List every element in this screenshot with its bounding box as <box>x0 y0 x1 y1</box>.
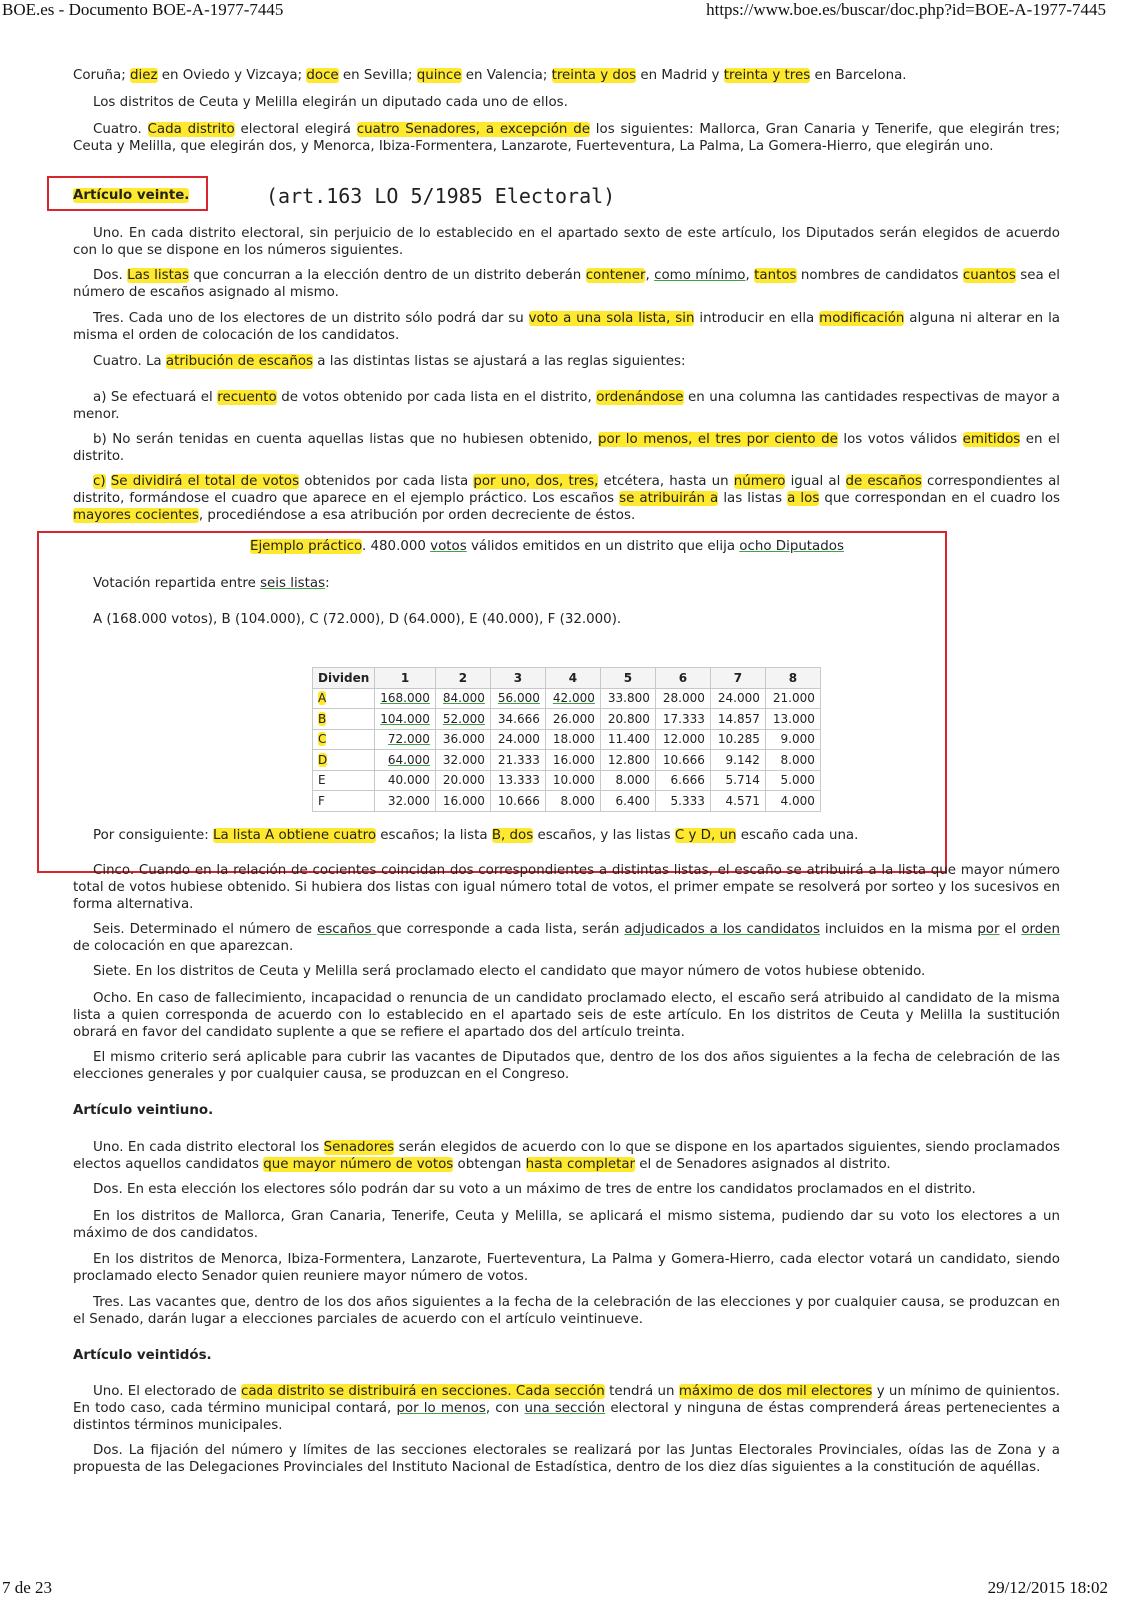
table-row <box>313 729 821 750</box>
art20-cuatro <box>73 353 1060 370</box>
table-cell: 40.000 <box>375 770 436 791</box>
table-cell: 5.000 <box>765 770 820 791</box>
highlighted-text: c) <box>93 474 106 489</box>
text-run: Uno. El electorado de <box>93 1384 241 1399</box>
underlined-text: votos <box>430 539 467 554</box>
table-cell: 34.666 <box>490 709 545 730</box>
print-footer-datetime: 29/12/2015 18:02 <box>987 1578 1108 1597</box>
art20-rule-b <box>73 431 1060 465</box>
highlighted-text: contener <box>585 268 646 283</box>
art20-siete: Siete. En los distritos de Ceuta y Melilla será proclamado electo el candidato que mayor número de votos hubiese obtenido. <box>93 964 926 979</box>
table-cell: 8.000 <box>600 770 655 791</box>
table-header-dividen: Dividen <box>313 668 375 689</box>
table-row <box>313 770 821 791</box>
table-header-divisor: 6 <box>655 668 710 689</box>
text-run: , con <box>485 1401 525 1416</box>
highlighted-text: emitidos <box>962 432 1021 447</box>
art20-seis <box>73 921 1060 955</box>
text-run: en Valencia; <box>461 68 552 83</box>
highlighted-text: diez <box>130 68 158 83</box>
dhondt-table <box>312 667 821 812</box>
highlighted-text: número <box>733 474 786 489</box>
article-21-title: Artículo veintiuno. <box>73 1103 214 1118</box>
table-cell: 11.400 <box>600 729 655 750</box>
table-cell: 104.000 <box>375 709 436 730</box>
art20-tres <box>73 310 1060 344</box>
table-cell: 10.666 <box>490 791 545 812</box>
table-cell: 84.000 <box>435 688 490 709</box>
table-header-divisor: 2 <box>435 668 490 689</box>
table-header-divisor: 5 <box>600 668 655 689</box>
highlighted-text: Ejemplo práctico <box>250 539 362 554</box>
text-run: , procediéndose a esa atribución por orden decreciente de éstos. <box>198 508 636 523</box>
text-run: obtengan <box>453 1157 526 1172</box>
text-run: electoral y ninguna de éstas comprenderá áreas pertenecientes a distintos términos municipales. <box>73 1401 1061 1433</box>
table-cell: 10.285 <box>710 729 765 750</box>
table-cell: 6.400 <box>600 791 655 812</box>
text-run: el de Senadores asignados al distrito. <box>635 1157 891 1172</box>
table-cell: 56.000 <box>490 688 545 709</box>
text-run: . 480.000 <box>362 539 431 554</box>
table-list-label: D <box>313 750 375 771</box>
table-row <box>313 750 821 771</box>
text-run: Por consiguiente: <box>93 828 213 843</box>
highlighted-text: voto a una sola lista, sin <box>528 311 695 326</box>
text-run: Uno. En cada distrito electoral los <box>93 1140 324 1155</box>
table-cell: 32.000 <box>435 750 490 771</box>
table-cell: 12.800 <box>600 750 655 771</box>
text-run: nombres de candidatos <box>796 268 963 283</box>
highlighted-text: cuatro Senadores, a excepción de <box>356 122 590 137</box>
highlighted-text: de escaños <box>845 474 922 489</box>
text-run: b) No serán tenidas en cuenta aquellas listas que no hubiesen obtenido, <box>93 432 599 447</box>
table-row <box>313 791 821 812</box>
art20-ocho: Ocho. En caso de fallecimiento, incapacidad o renuncia de un candidato proclamado electo, el escaño será atribuido al candidato de la misma lista a quien corresponda de acuerdo con lo establecido en el apartado seis de este artículo. En los distritos de Ceuta y Melilla la sustitución obrará en favor del candidato suplente a que se refiere el apartado dos del artículo treinta. <box>73 991 1060 1040</box>
text-run: Coruña; <box>73 68 130 83</box>
table-row <box>313 709 821 730</box>
table-cell: 9.142 <box>710 750 765 771</box>
art22-dos: Dos. La fijación del número y límites de las secciones electorales se realizará por las Juntas Electorales Provinciales, oídas las de Zona y a propuesta de las Delegaciones Provinciales del Instituto Nacional de Estadística, dentro de los diez días siguientes a la constitución de aquéllas. <box>73 1443 1060 1475</box>
table-cell: 33.800 <box>600 688 655 709</box>
highlighted-text: hasta completar <box>525 1157 636 1172</box>
table-cell: 6.666 <box>655 770 710 791</box>
highlighted-text: máximo de dos mil electores <box>678 1384 873 1399</box>
text-run: en Barcelona. <box>810 68 907 83</box>
highlighted-text: treinta y tres <box>723 68 811 83</box>
text-run: y un mínimo de quinientos. En todo caso, cada término municipal contará, <box>73 1384 1060 1416</box>
text-run: alguna ni alterar en la misma el orden de colocación de los candidatos. <box>73 311 1061 343</box>
art20-dos <box>73 267 1060 301</box>
table-cell: 4.000 <box>765 791 820 812</box>
highlighted-text: Cada distrito <box>147 122 235 137</box>
highlighted-text: modificación <box>819 311 905 326</box>
text-run: : <box>325 576 330 591</box>
art21-dos: Dos. En esta elección los electores sólo podrán dar su voto a un máximo de tres de entre los candidatos proclamados en el distrito. <box>93 1182 976 1197</box>
table-cell: 26.000 <box>545 709 600 730</box>
text-run: en el distrito. <box>73 432 1060 464</box>
highlighted-text: Se dividirá el total de votos <box>110 474 300 489</box>
table-cell: 24.000 <box>490 729 545 750</box>
example-result <box>93 828 858 843</box>
highlighted-text: Senadores <box>323 1140 395 1155</box>
paragraph-senators-count <box>73 67 1060 84</box>
example-vote-split <box>93 576 330 591</box>
table-header-divisor: 8 <box>765 668 820 689</box>
underlined-text: como mínimo <box>654 268 746 283</box>
table-cell: 52.000 <box>435 709 490 730</box>
text-run: que correspondan en el cuadro los <box>819 491 1060 506</box>
table-cell: 20.800 <box>600 709 655 730</box>
highlighted-text: treinta y dos <box>551 68 637 83</box>
table-cell: 18.000 <box>545 729 600 750</box>
highlighted-text: cuantos <box>962 268 1016 283</box>
highlighted-text: doce <box>306 68 339 83</box>
text-run: en Oviedo y Vizcaya; <box>157 68 307 83</box>
table-cell: 13.333 <box>490 770 545 791</box>
underlined-text: adjudicados a los candidatos <box>624 922 820 937</box>
highlighted-text: por lo menos, el tres por ciento de <box>598 432 838 447</box>
table-cell: 72.000 <box>375 729 436 750</box>
art20-rule-c <box>73 473 1060 524</box>
article-20-title: Artículo veinte. <box>73 188 190 203</box>
table-cell: 21.000 <box>765 688 820 709</box>
highlighted-text: ordenándose <box>596 390 684 405</box>
text-run: Tres. Cada uno de los electores de un distrito sólo podrá dar su <box>93 311 529 326</box>
text-run: correspondientes al distrito, formándose el cuadro que aparece en el ejemplo práctico. Los escaños <box>73 474 1060 506</box>
table-cell: 42.000 <box>545 688 600 709</box>
table-list-label: B <box>313 709 375 730</box>
underlined-text: ocho Diputados <box>739 539 844 554</box>
table-cell: 8.000 <box>545 791 600 812</box>
text-run: serán elegidos de acuerdo con lo que se dispone en los apartados siguientes, siendo proclamados electos aquellos candidatos <box>73 1140 1060 1172</box>
table-list-label: A <box>313 688 375 709</box>
table-cell: 64.000 <box>375 750 436 771</box>
art22-uno <box>73 1383 1060 1434</box>
art21-tres: Tres. Las vacantes que, dentro de los dos años siguientes a la fecha de la celebración de las elecciones y por cualquier causa, se produzcan en el Senado, darán lugar a elecciones parciales de acuerdo con el artículo veintinueve. <box>73 1295 1060 1327</box>
table-body <box>313 688 821 811</box>
text-run: , <box>745 268 755 283</box>
text-run: en Madrid y <box>636 68 724 83</box>
table-header-row <box>313 668 821 689</box>
table-header-divisor: 1 <box>375 668 436 689</box>
table-cell: 16.000 <box>545 750 600 771</box>
art20-uno: Uno. En cada distrito electoral, sin perjuicio de lo establecido en el apartado sexto de este artículo, los Diputados serán elegidos de acuerdo con lo que se dispone en los números siguientes. <box>73 226 1060 258</box>
highlighted-text: recuento <box>217 390 277 405</box>
text-run: escaños, y las listas <box>533 828 675 843</box>
text-run: , <box>645 268 655 283</box>
text-run: de colocación en que aparezcan. <box>73 939 294 954</box>
table-row <box>313 688 821 709</box>
text-run: de votos obtenido por cada lista en el distrito, <box>276 390 597 405</box>
highlighted-text: mayores cocientes <box>73 508 199 523</box>
table-cell: 21.333 <box>490 750 545 771</box>
highlighted-text: C y D, un <box>674 828 737 843</box>
table-cell: 20.000 <box>435 770 490 791</box>
text-run: etcétera, hasta un <box>598 474 734 489</box>
underlined-text: por lo menos <box>396 1401 486 1416</box>
highlighted-text: tantos <box>754 268 797 283</box>
paragraph-ceuta-melilla: Los distritos de Ceuta y Melilla elegirán un diputado cada uno de ellos. <box>93 95 568 110</box>
table-cell: 36.000 <box>435 729 490 750</box>
table-cell: 5.714 <box>710 770 765 791</box>
table-header-divisor: 3 <box>490 668 545 689</box>
table-list-label: C <box>313 729 375 750</box>
text-run: incluidos en la misma <box>819 922 978 937</box>
text-run: Votación repartida entre <box>93 576 261 591</box>
art21-mallorca: En los distritos de Mallorca, Gran Canaria, Tenerife, Ceuta y Melilla, se aplicará el mismo sistema, pudiendo dar su voto los electores a un máximo de dos candidatos. <box>73 1209 1060 1241</box>
highlighted-text: La lista A obtiene cuatro <box>212 828 377 843</box>
text-run: Seis. Determinado el número de <box>93 922 318 937</box>
underlined-text: por <box>977 922 1000 937</box>
table-cell: 10.666 <box>655 750 710 771</box>
table-list-label: E <box>313 770 375 791</box>
text-run: que corresponde a cada lista, serán <box>376 922 625 937</box>
highlighted-text: que mayor número de votos <box>263 1157 454 1172</box>
art20-rule-a <box>73 389 1060 423</box>
highlighted-text: Las listas <box>127 268 190 283</box>
table-cell: 24.000 <box>710 688 765 709</box>
underlined-text: una sección <box>524 1401 606 1416</box>
example-title <box>250 539 844 554</box>
text-run: escaños; la lista <box>376 828 492 843</box>
text-run: sea el número de escaños asignado al mismo. <box>73 268 1060 300</box>
table-cell: 4.571 <box>710 791 765 812</box>
text-run: en una columna las cantidades respectivas de mayor a menor. <box>73 390 1061 422</box>
text-run: a las distintas listas se ajustará a las reglas siguientes: <box>313 354 686 369</box>
text-run: obtenidos por cada lista <box>299 474 474 489</box>
table-cell: 32.000 <box>375 791 436 812</box>
table-cell: 5.333 <box>655 791 710 812</box>
print-footer-page: 7 de 23 <box>2 1578 53 1597</box>
print-header-title: BOE.es - Documento BOE-A-1977-7445 <box>2 0 284 19</box>
text-run: igual al <box>785 474 846 489</box>
art20-cinco: Cinco. Cuando en la relación de cocientes coincidan dos correspondientes a distintas listas, el escaño se atribuirá a la lista que mayor número total de votos hubiese obtenido. Si hubiera dos listas con igual número total de votos, el primer empate se resolverá por sorteo y los sucesivos en forma alternativa. <box>73 863 1060 912</box>
text-run: escaño cada una. <box>736 828 859 843</box>
table-cell: 16.000 <box>435 791 490 812</box>
underlined-text: escaños <box>317 922 377 937</box>
underlined-text: seis listas <box>260 576 326 591</box>
highlighted-text: cada distrito se distribuirá en secciones. Cada sección <box>240 1384 605 1399</box>
highlighted-text: B, dos <box>491 828 534 843</box>
print-header-url: https://www.boe.es/buscar/doc.php?id=BOE-A-1977-7445 <box>706 0 1106 19</box>
highlighted-text: se atribuirán a <box>619 491 719 506</box>
table-cell: 10.000 <box>545 770 600 791</box>
text-run: que concurran a la elección dentro de un distrito deberán <box>189 268 586 283</box>
text-run: Cuatro. La <box>93 354 166 369</box>
table-header-divisor: 4 <box>545 668 600 689</box>
text-run: tendrá un <box>604 1384 679 1399</box>
text-run: electoral elegirá <box>234 122 357 137</box>
table-list-label: F <box>313 791 375 812</box>
table-cell: 8.000 <box>765 750 820 771</box>
paragraph-cuatro-senadores <box>73 121 1060 155</box>
text-run: a) Se efectuará el <box>93 390 218 405</box>
table-cell: 13.000 <box>765 709 820 730</box>
highlighted-text: por uno, dos, tres, <box>473 474 599 489</box>
text-run: introducir en ella <box>694 311 820 326</box>
table-cell: 17.333 <box>655 709 710 730</box>
table-cell: 14.857 <box>710 709 765 730</box>
article-20-note: (art.163 LO 5/1985 Electoral) <box>266 184 616 208</box>
text-run: el <box>999 922 1022 937</box>
art21-menorca: En los distritos de Menorca, Ibiza-Formentera, Lanzarote, Fuerteventura, La Palma y Gomera-Hierro, cada elector votará un candidato, siendo proclamado electo Senador quien reuniere mayor número de votos. <box>73 1252 1060 1284</box>
text-run <box>106 474 111 489</box>
text-run: Cuatro. <box>93 122 148 137</box>
article-22-title: Artículo veintidós. <box>73 1348 212 1363</box>
highlighted-text: a los <box>787 491 820 506</box>
art20-criterio: El mismo criterio será aplicable para cubrir las vacantes de Diputados que, dentro de los dos años siguientes a la fecha de celebración de las elecciones generales y por cualquier causa, se produzcan en el Congreso. <box>73 1050 1060 1082</box>
text-run: los votos válidos <box>837 432 963 447</box>
highlighted-text: atribución de escaños <box>165 354 314 369</box>
example-list-votes: A (168.000 votos), B (104.000), C (72.000), D (64.000), E (40.000), F (32.000). <box>93 612 622 627</box>
highlighted-text: quince <box>416 68 462 83</box>
text-run: los siguientes: Mallorca, Gran Canaria y Tenerife, que elegirán tres; Ceuta y Melilla, que elegirán dos, y Menorca, Ibiza-Formentera, Lanzarote, Fuerteventura, La Palma, La Gomera-Hierro, que elegirán uno. <box>73 122 1060 154</box>
table-cell: 12.000 <box>655 729 710 750</box>
text-run: válidos emitidos en un distrito que elija <box>466 539 740 554</box>
table-header-divisor: 7 <box>710 668 765 689</box>
text-run: en Sevilla; <box>338 68 417 83</box>
table-cell: 9.000 <box>765 729 820 750</box>
text-run: Dos. <box>93 268 128 283</box>
text-run: las listas <box>718 491 788 506</box>
underlined-text: orden <box>1021 922 1060 937</box>
table-cell: 168.000 <box>375 688 436 709</box>
art21-uno <box>73 1139 1060 1173</box>
table-cell: 28.000 <box>655 688 710 709</box>
